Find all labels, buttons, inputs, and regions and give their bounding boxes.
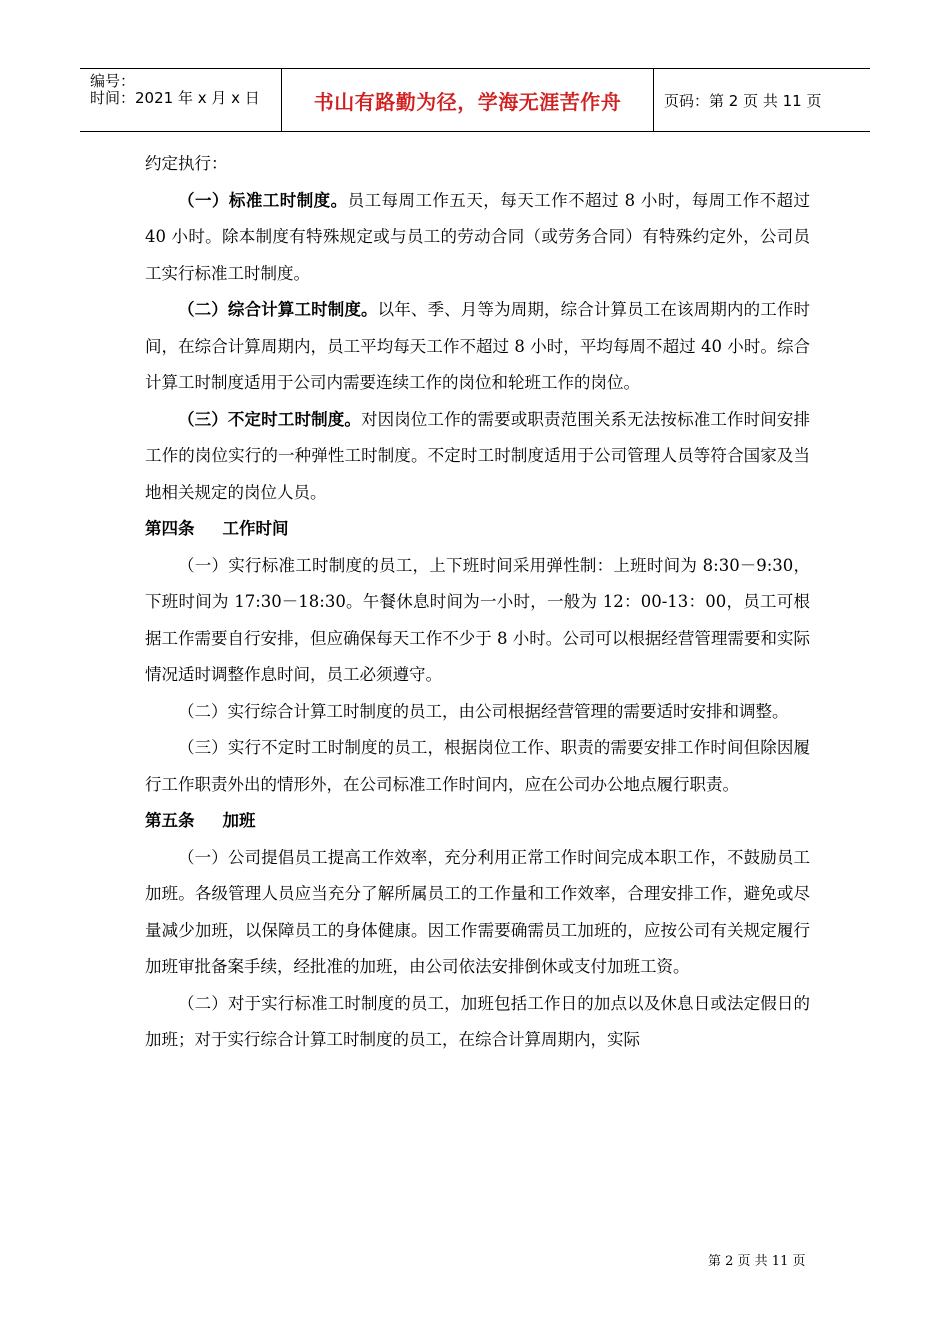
clause-heading: （一）标准工时制度。 [178, 190, 348, 210]
article-title: 工作时间 [222, 519, 289, 538]
document-body [145, 146, 810, 1059]
clause-text: 对因岗位工作的需要或职责范围关系无法按标准工作时间安排工作的岗位实行的一种弹性工时制度。不定时工时制度适用于公司管理人员等符合国家及当地相关规定的岗位人员。 [145, 409, 811, 502]
time-label: 时间：2021 年 x 月 x 日 [90, 89, 260, 107]
header-page-label: 页码：第 2 页 共 11 页 [664, 91, 822, 110]
article-number: 第四条 [145, 519, 195, 538]
clause-text: 以年、季、月等为周期，综合计算员工在该周期内的工作时间，在综合计算周期内，员工平均每天工作不超过 8 小时，平均每周不超过 40 小时。综合计算工时制度适用于公司内需要连续工作的岗位和轮班工作的岗位。 [145, 300, 811, 392]
header-info-cell [80, 69, 282, 131]
paragraph: （二）实行综合计算工时制度的员工，由公司根据经营管理的需要适时安排和调整。 [178, 701, 789, 721]
clause-text: 员工每周工作五天，每天工作不超过 8 小时，每周工作不超过 40 小时。除本制度有特殊规定或与员工的劳动合同（或劳务合同）有特殊约定外，公司员工实行标准工时制度。 [145, 190, 811, 283]
paragraph [145, 402, 810, 512]
paragraph [145, 292, 810, 402]
paragraph [145, 183, 810, 293]
page-footer: 第 2 页 共 11 页 [708, 1254, 806, 1269]
paragraph: （二）对于实行标准工时制度的员工，加班包括工作日的加点以及休息日或法定假日的加班；对于实行综合计算工时制度的员工，在综合计算周期内，实际 [145, 993, 810, 1049]
article-title: 加班 [222, 811, 256, 830]
article-number: 第五条 [145, 811, 195, 830]
article-heading [145, 803, 810, 840]
code-label: 编号： [90, 72, 136, 90]
clause-heading: （三）不定时工时制度。 [178, 409, 361, 429]
paragraph-intro: 约定执行： [145, 154, 228, 173]
paragraph: （一）公司提倡员工提高工作效率，充分利用正常工作时间完成本职工作，不鼓励员工加班。各级管理人员应当充分了解所属员工的工作量和工作效率，合理安排工作，避免或尽量减少加班，以保障员工的身体健康。因工作需要确需员工加班的，应按公司有关规定履行加班审批备案手续，经批准的加班，由公司依法安排倒休或支付加班工资。 [145, 847, 810, 976]
page-header [80, 68, 870, 132]
article-heading [145, 511, 810, 548]
header-motto: 书山有路勤为径，学海无涯苦作舟 [282, 69, 654, 131]
paragraph: （一）实行标准工时制度的员工，上下班时间采用弹性制：上班时间为 8:30－9:30，下班时间为 17:30－18:30。午餐休息时间为一小时，一般为 12：00-13：00，员工可根据工作需要自行安排，但应确保每天工作不少于 8 小时。公司可以根据经营管理需要和实际情况适时调整作息时间，员工必须遵守。 [145, 555, 810, 684]
paragraph: （三）实行不定时工时制度的员工，根据岗位工作、职责的需要安排工作时间但除因履行工作职责外出的情形外，在公司标准工作时间内，应在公司办公地点履行职责。 [145, 738, 810, 794]
clause-heading: （二）综合计算工时制度。 [178, 300, 378, 319]
